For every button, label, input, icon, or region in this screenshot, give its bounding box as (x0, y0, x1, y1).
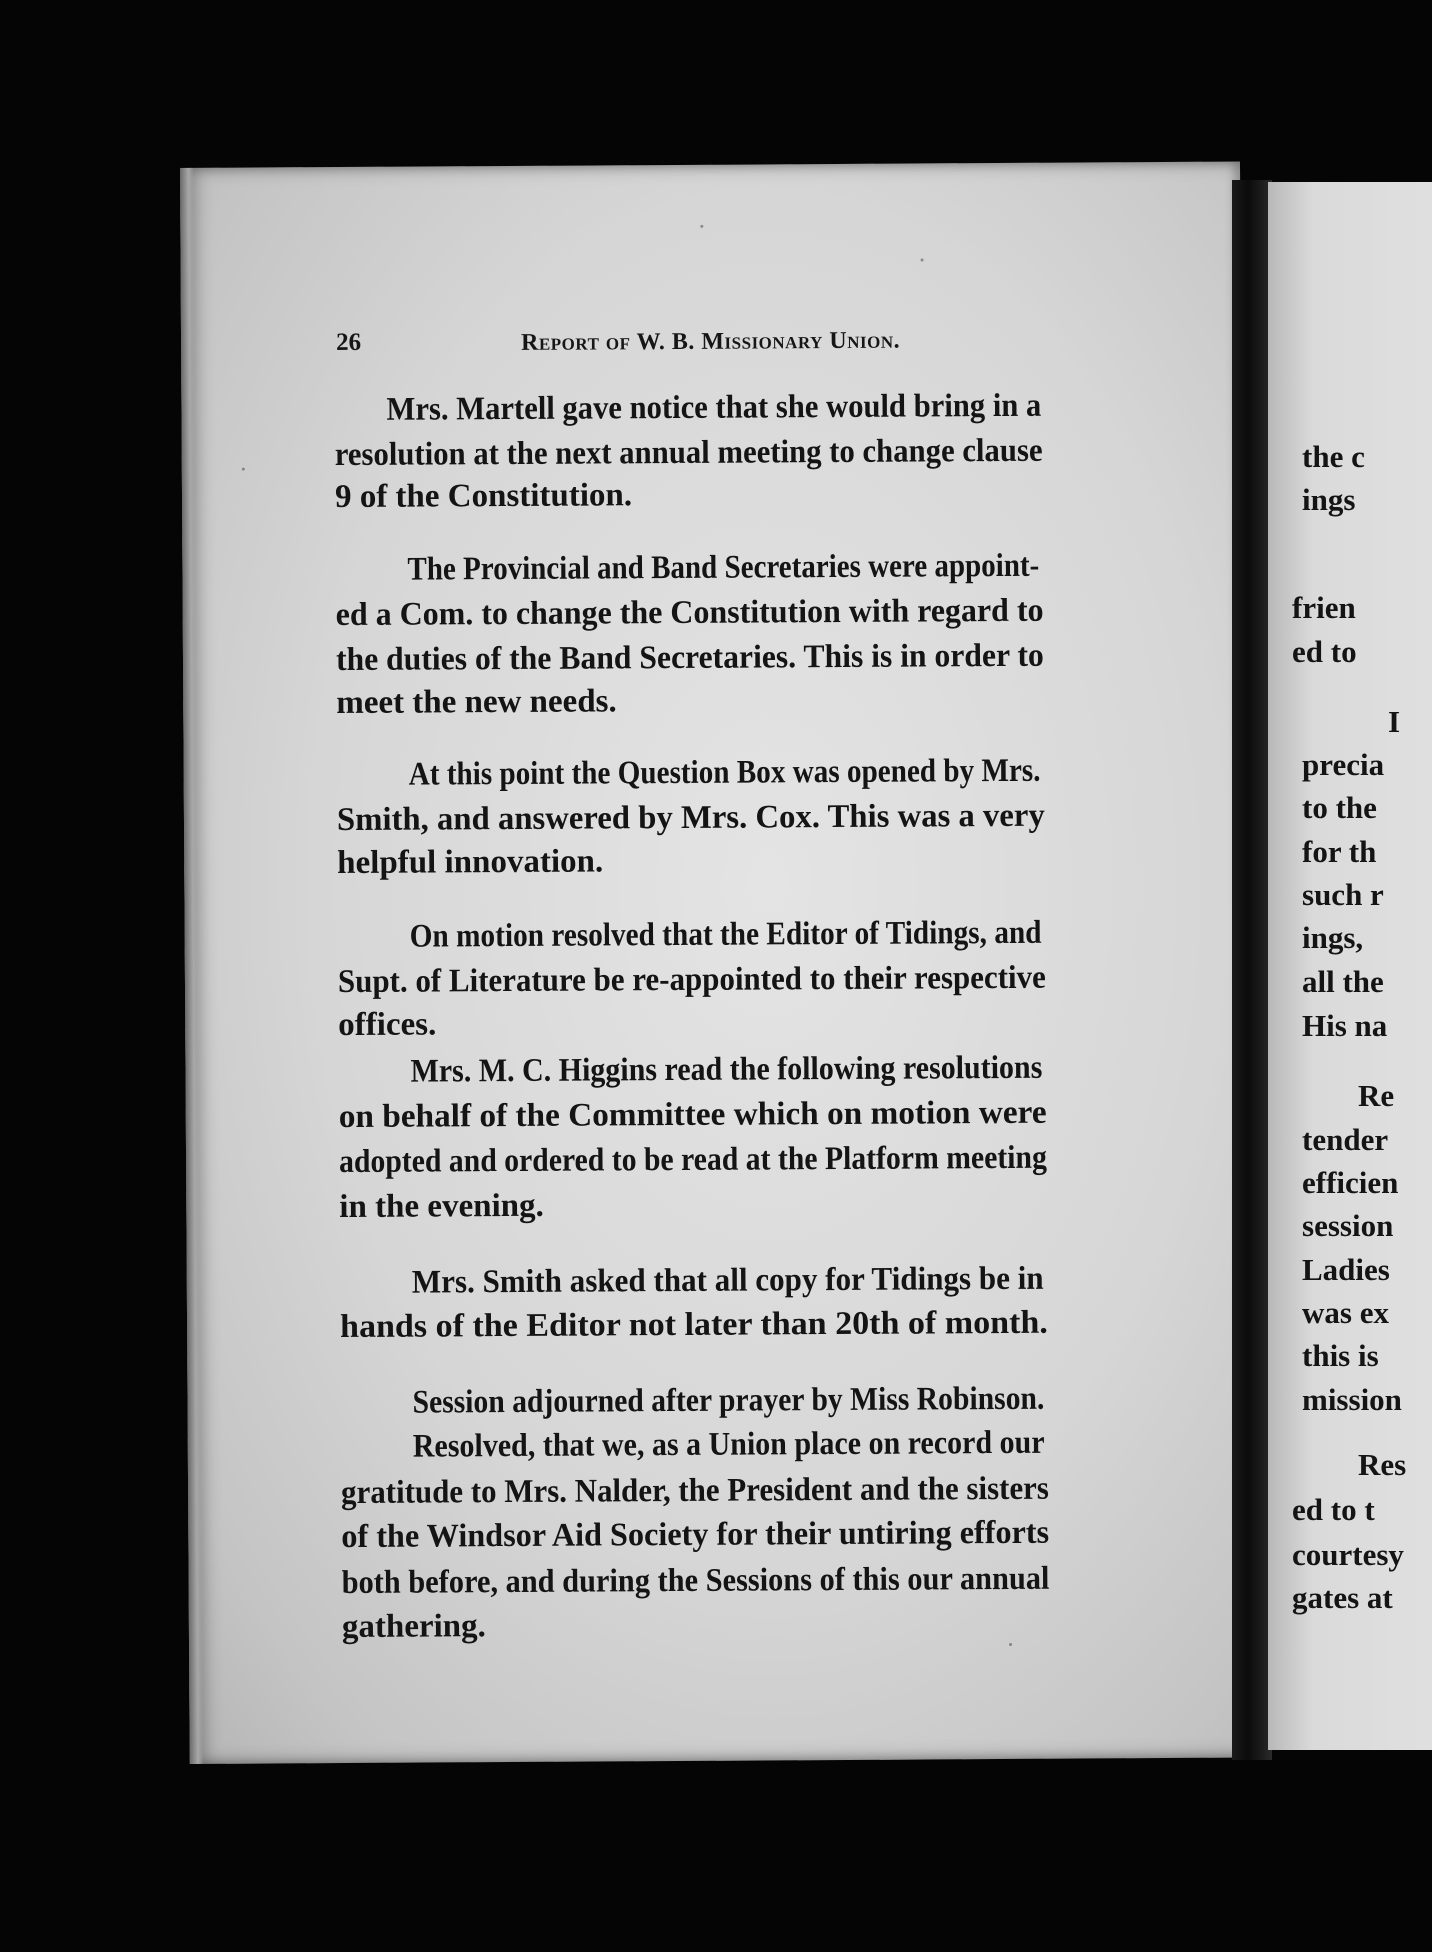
text-line: 9 of the Constitution. (334, 477, 633, 516)
text-line: ed a Com. to change the Constitution with regard to (335, 592, 1044, 634)
adjacent-page-line: efficien (1302, 1165, 1399, 1200)
adjacent-page-line: tender (1302, 1122, 1389, 1157)
page-number: 26 (335, 328, 362, 357)
text-line: resolution at the next annual meeting to change clause (334, 432, 1043, 474)
text-line: Mrs. Martell gave notice that she would bring in a (386, 387, 1042, 428)
text-line: Mrs. Smith asked that all copy for Tidings be in (411, 1260, 1044, 1301)
text-line: meet the new needs. (336, 683, 617, 722)
text-line: the duties of the Band Secretaries. This is in order to (335, 637, 1044, 679)
text-line: both before, and during the Sessions of this our annual (341, 1560, 1050, 1602)
text-line: Smith, and answered by Mrs. Cox. This was a very (336, 797, 1045, 839)
text-line: helpful innovation. (337, 843, 604, 882)
adjacent-page-line: the c (1302, 439, 1365, 474)
text-line: hands of the Editor not later than 20th of month. (339, 1304, 1048, 1346)
book-gutter (1232, 180, 1272, 1760)
adjacent-page-line: this is (1302, 1338, 1379, 1373)
text-line: The Provincial and Band Secretaries were appoint- (407, 547, 1040, 588)
page-header-title: Report of W. B. Missionary Union. (520, 327, 901, 356)
adjacent-page-line: gates at (1292, 1580, 1393, 1615)
adjacent-page-line: His na (1302, 1008, 1388, 1043)
adjacent-page-line: Ladies (1302, 1252, 1390, 1287)
adjacent-page-line: Re (1358, 1078, 1395, 1113)
text-line: Session adjourned after prayer by Miss Robinson. (412, 1380, 1045, 1421)
adjacent-page-line: I (1388, 704, 1401, 739)
adjacent-page-line: frien (1292, 590, 1356, 625)
text-line: At this point the Question Box was opened by Mrs. (408, 752, 1041, 793)
adjacent-page-line: was ex (1302, 1295, 1389, 1330)
text-line: Resolved, that we, as a Union place on record our (412, 1424, 1045, 1465)
text-line: Supt. of Literature be re-appointed to their respective (337, 959, 1046, 1001)
adjacent-page-line: ed to t (1292, 1492, 1375, 1527)
adjacent-page-line: mission (1302, 1382, 1402, 1417)
adjacent-page-line: courtesy (1292, 1537, 1404, 1572)
text-line: gratitude to Mrs. Nalder, the President and the sisters (340, 1470, 1049, 1512)
text-line: gathering. (341, 1608, 486, 1646)
paper-speck (1009, 1643, 1012, 1646)
paper-speck (242, 468, 245, 471)
running-head (181, 324, 1241, 357)
text-line: in the evening. (339, 1187, 544, 1226)
paper-speck (921, 258, 924, 261)
book-page-right (1268, 182, 1432, 1750)
adjacent-page-line: ings, (1302, 920, 1364, 955)
adjacent-page-line: ings (1302, 482, 1356, 517)
adjacent-page-line: ed to (1292, 634, 1357, 669)
text-line: of the Windsor Aid Society for their untiring efforts (341, 1514, 1050, 1556)
paper-speck (700, 225, 703, 228)
adjacent-page-line: session (1302, 1208, 1394, 1243)
text-line: offices. (338, 1006, 437, 1044)
adjacent-page-line: all the (1302, 964, 1384, 999)
text-line: adopted and ordered to be read at the Platform meeting (338, 1139, 1047, 1181)
book-page-left (180, 162, 1250, 1764)
adjacent-page-line: such r (1302, 877, 1384, 912)
text-line: Mrs. M. C. Higgins read the following resolutions (410, 1049, 1043, 1090)
adjacent-page-line: to the (1302, 790, 1377, 825)
text-line: on behalf of the Committee which on motion were (338, 1094, 1047, 1136)
adjacent-page-line: precia (1302, 747, 1385, 782)
adjacent-page-line: for th (1302, 834, 1377, 869)
adjacent-page-line: Res (1358, 1447, 1407, 1482)
text-line: On motion resolved that the Editor of Tidings, and (409, 914, 1042, 955)
